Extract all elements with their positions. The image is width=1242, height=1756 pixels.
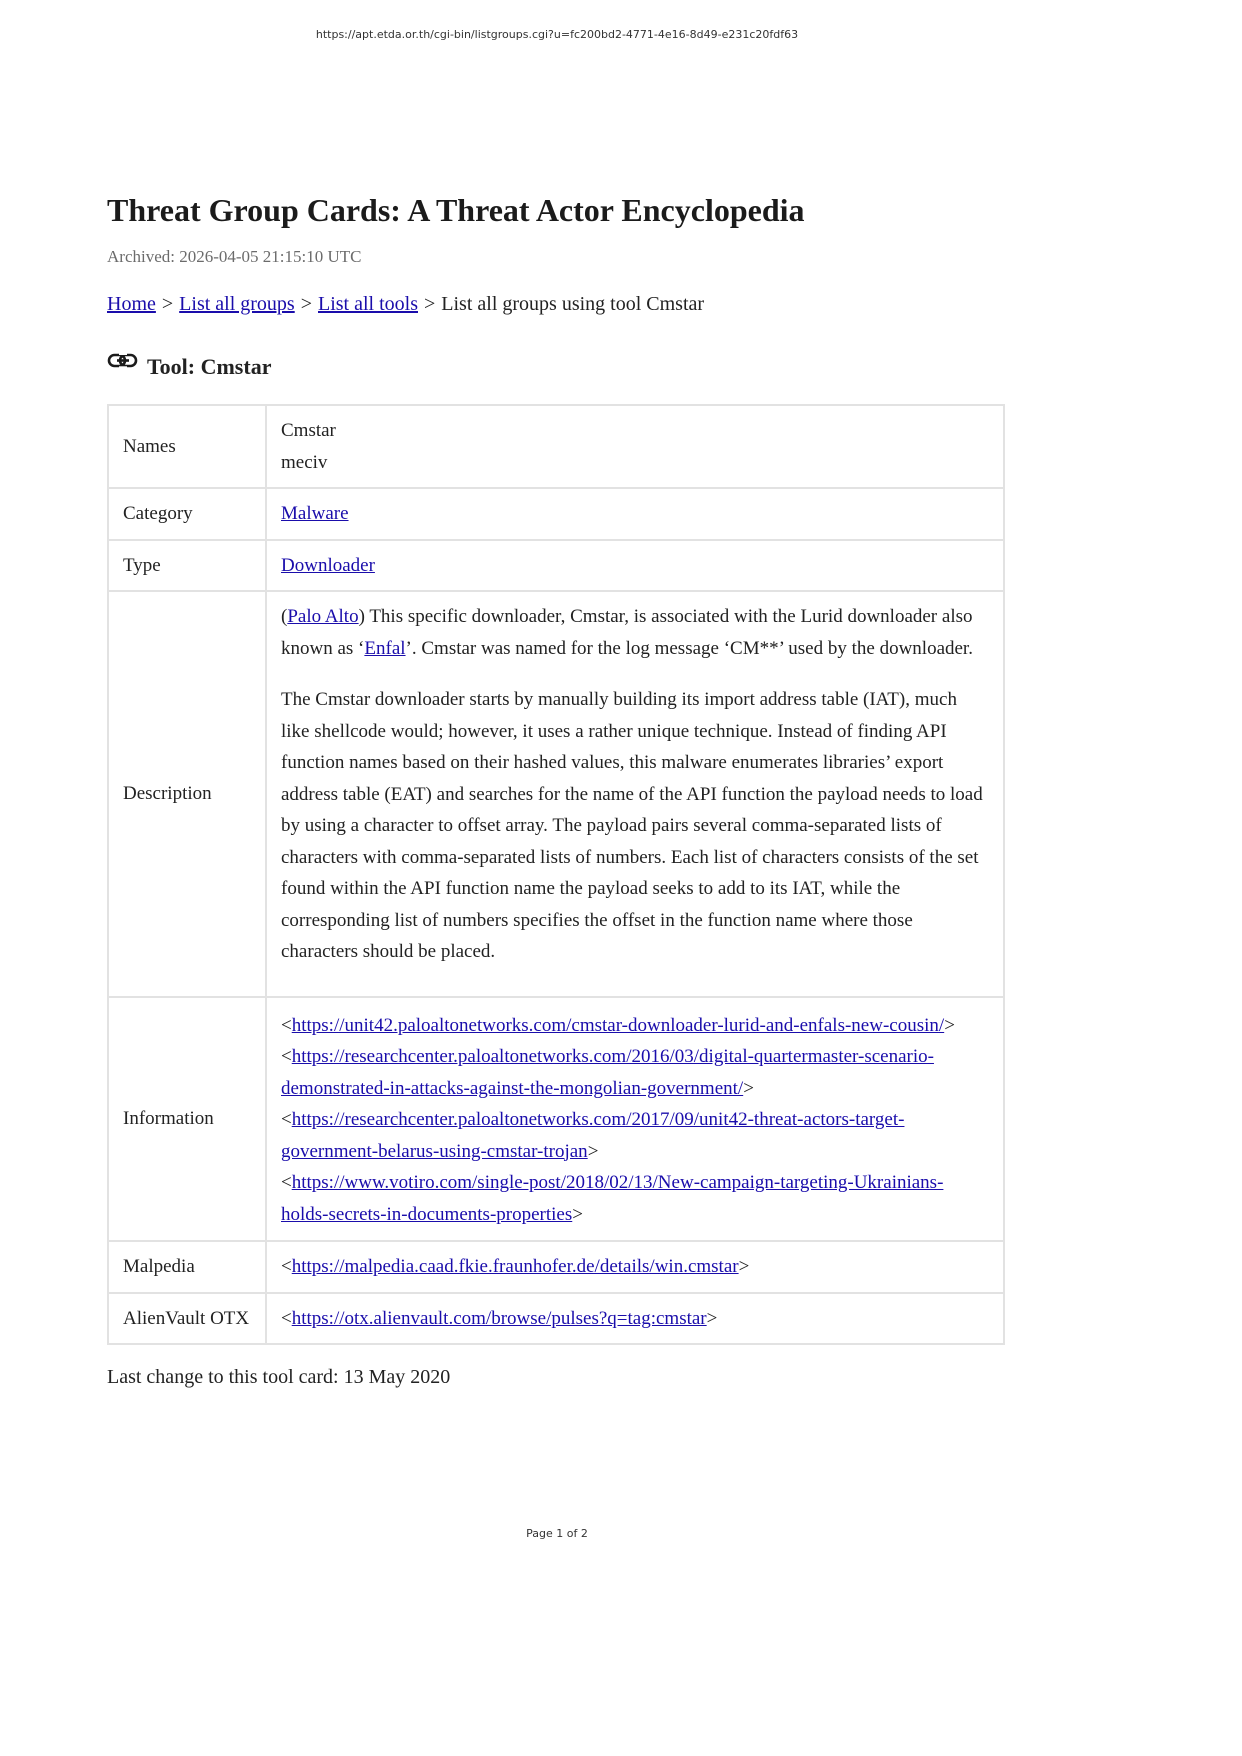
information-value <box>266 997 1004 1242</box>
otx-label: AlienVault OTX <box>108 1293 266 1345</box>
table-row-type <box>108 540 1004 592</box>
table-row-information <box>108 997 1004 1242</box>
tool-title: Tool: Cmstar <box>147 354 272 379</box>
category-value <box>266 488 1004 540</box>
table-row-otx <box>108 1293 1004 1345</box>
malpedia-value: <https://malpedia.caad.fkie.fraunhofer.de/details/win.cmstar> <box>266 1241 1004 1293</box>
type-label: Type <box>108 540 266 592</box>
type-link[interactable]: Downloader <box>281 554 375 576</box>
paren-open: ( <box>281 606 288 627</box>
description-paragraph-2: The Cmstar downloader starts by manually building its import address table (IAT), much like shellcode would; however, it uses a rather unique technique. Instead of finding API function names based on their hashed values, this malware enumerates libraries’ export address table (EAT) and searches for the name of the API function the payload needs to load by using a character to offset array. The payload pairs several comma-separated lists of characters with comma-separated lists of numbers. Each list of characters consists of the set found within the API function name the payload seeks to add to its IAT, while the corresponding list of numbers specifies the offset in the function name where those characters should be placed. <box>281 689 983 962</box>
main-content <box>107 188 1005 1391</box>
names-value <box>266 405 1004 488</box>
tool-card-table <box>107 404 1005 1345</box>
otx-link[interactable]: https://otx.alienvault.com/browse/pulses?q=tag:cmstar <box>291 1307 707 1329</box>
breadcrumb <box>107 290 1005 318</box>
print-header-url: https://apt.etda.or.th/cgi-bin/listgroups.cgi?u=fc200bd2-4771-4e16-8d49-e231c20fdf63 <box>315 28 799 41</box>
type-value <box>266 540 1004 592</box>
category-label: Category <box>108 488 266 540</box>
info-link[interactable]: https://unit42.paloaltonetworks.com/cmstar-downloader-lurid-and-enfals-new-cousin/ <box>291 1014 945 1036</box>
names-label: Names <box>108 405 266 488</box>
description-text: ) This specific downloader, Cmstar, is associated with the Lurid downloader also known as ‘ <box>281 606 973 659</box>
malpedia-label: Malpedia <box>108 1241 266 1293</box>
link-icon <box>107 352 139 372</box>
description-text: ’. Cmstar was named for the log message ‘CM**’ used by the downloader. <box>405 637 973 659</box>
breadcrumb-list-tools-link[interactable]: List all tools <box>318 293 418 315</box>
breadcrumb-separator: > <box>300 293 312 315</box>
table-row-names <box>108 405 1004 488</box>
last-change-note: Last change to this tool card: 13 May 2020 <box>107 1366 451 1388</box>
breadcrumb-separator: > <box>161 293 174 315</box>
table-row-category <box>108 488 1004 540</box>
source-link-palo-alto[interactable]: Palo Alto <box>287 606 359 627</box>
name-item: Cmstar <box>281 420 336 441</box>
enfal-link[interactable]: Enfal <box>364 637 406 659</box>
breadcrumb-separator: > <box>424 293 436 315</box>
table-row-description <box>108 591 1004 997</box>
info-link-item: <https://researchcenter.paloaltonetworks.com/2016/03/digital-quartermaster-scenario-demonstrated-in-attacks-against-the-mongolian-government/> <box>281 1046 934 1099</box>
print-footer-page-number: Page 1 of 2 <box>526 1527 588 1540</box>
table-row-malpedia <box>108 1241 1004 1293</box>
info-link-item: <https://unit42.paloaltonetworks.com/cmstar-downloader-lurid-and-enfals-new-cousin/> <box>281 1014 955 1036</box>
description-label: Description <box>108 591 266 997</box>
breadcrumb-home-link[interactable]: Home <box>107 293 156 315</box>
otx-value: <https://otx.alienvault.com/browse/pulses?q=tag:cmstar> <box>266 1293 1004 1345</box>
description-paragraph-1 <box>281 601 989 664</box>
page-title: Threat Group Cards: A Threat Actor Encyclopedia <box>107 192 805 228</box>
info-link-item: <https://researchcenter.paloaltonetworks.com/2017/09/unit42-threat-actors-target-government-belarus-using-cmstar-trojan> <box>281 1109 905 1162</box>
tool-heading <box>107 346 1005 382</box>
malpedia-link[interactable]: https://malpedia.caad.fkie.fraunhofer.de/details/win.cmstar <box>291 1256 739 1277</box>
information-label: Information <box>108 997 266 1242</box>
info-link-item: <https://www.votiro.com/single-post/2018/02/13/New-campaign-targeting-Ukrainians-holds-secrets-in-documents-properties> <box>281 1172 944 1225</box>
info-link[interactable]: https://researchcenter.paloaltonetworks.com/2017/09/unit42-threat-actors-target-government-belarus-using-cmstar-trojan <box>281 1109 905 1162</box>
description-value <box>266 591 1004 997</box>
breadcrumb-current: List all groups using tool Cmstar <box>441 293 705 315</box>
category-link[interactable]: Malware <box>281 503 349 524</box>
info-link[interactable]: https://www.votiro.com/single-post/2018/02/13/New-campaign-targeting-Ukrainians-holds-secrets-in-documents-properties <box>281 1172 944 1225</box>
breadcrumb-list-groups-link[interactable]: List all groups <box>179 293 295 315</box>
archived-timestamp: Archived: 2026-04-05 21:15:10 UTC <box>107 247 362 266</box>
name-item: meciv <box>281 451 328 473</box>
info-link[interactable]: https://researchcenter.paloaltonetworks.com/2016/03/digital-quartermaster-scenario-demonstrated-in-attacks-against-the-mongolian-government/ <box>281 1046 934 1099</box>
